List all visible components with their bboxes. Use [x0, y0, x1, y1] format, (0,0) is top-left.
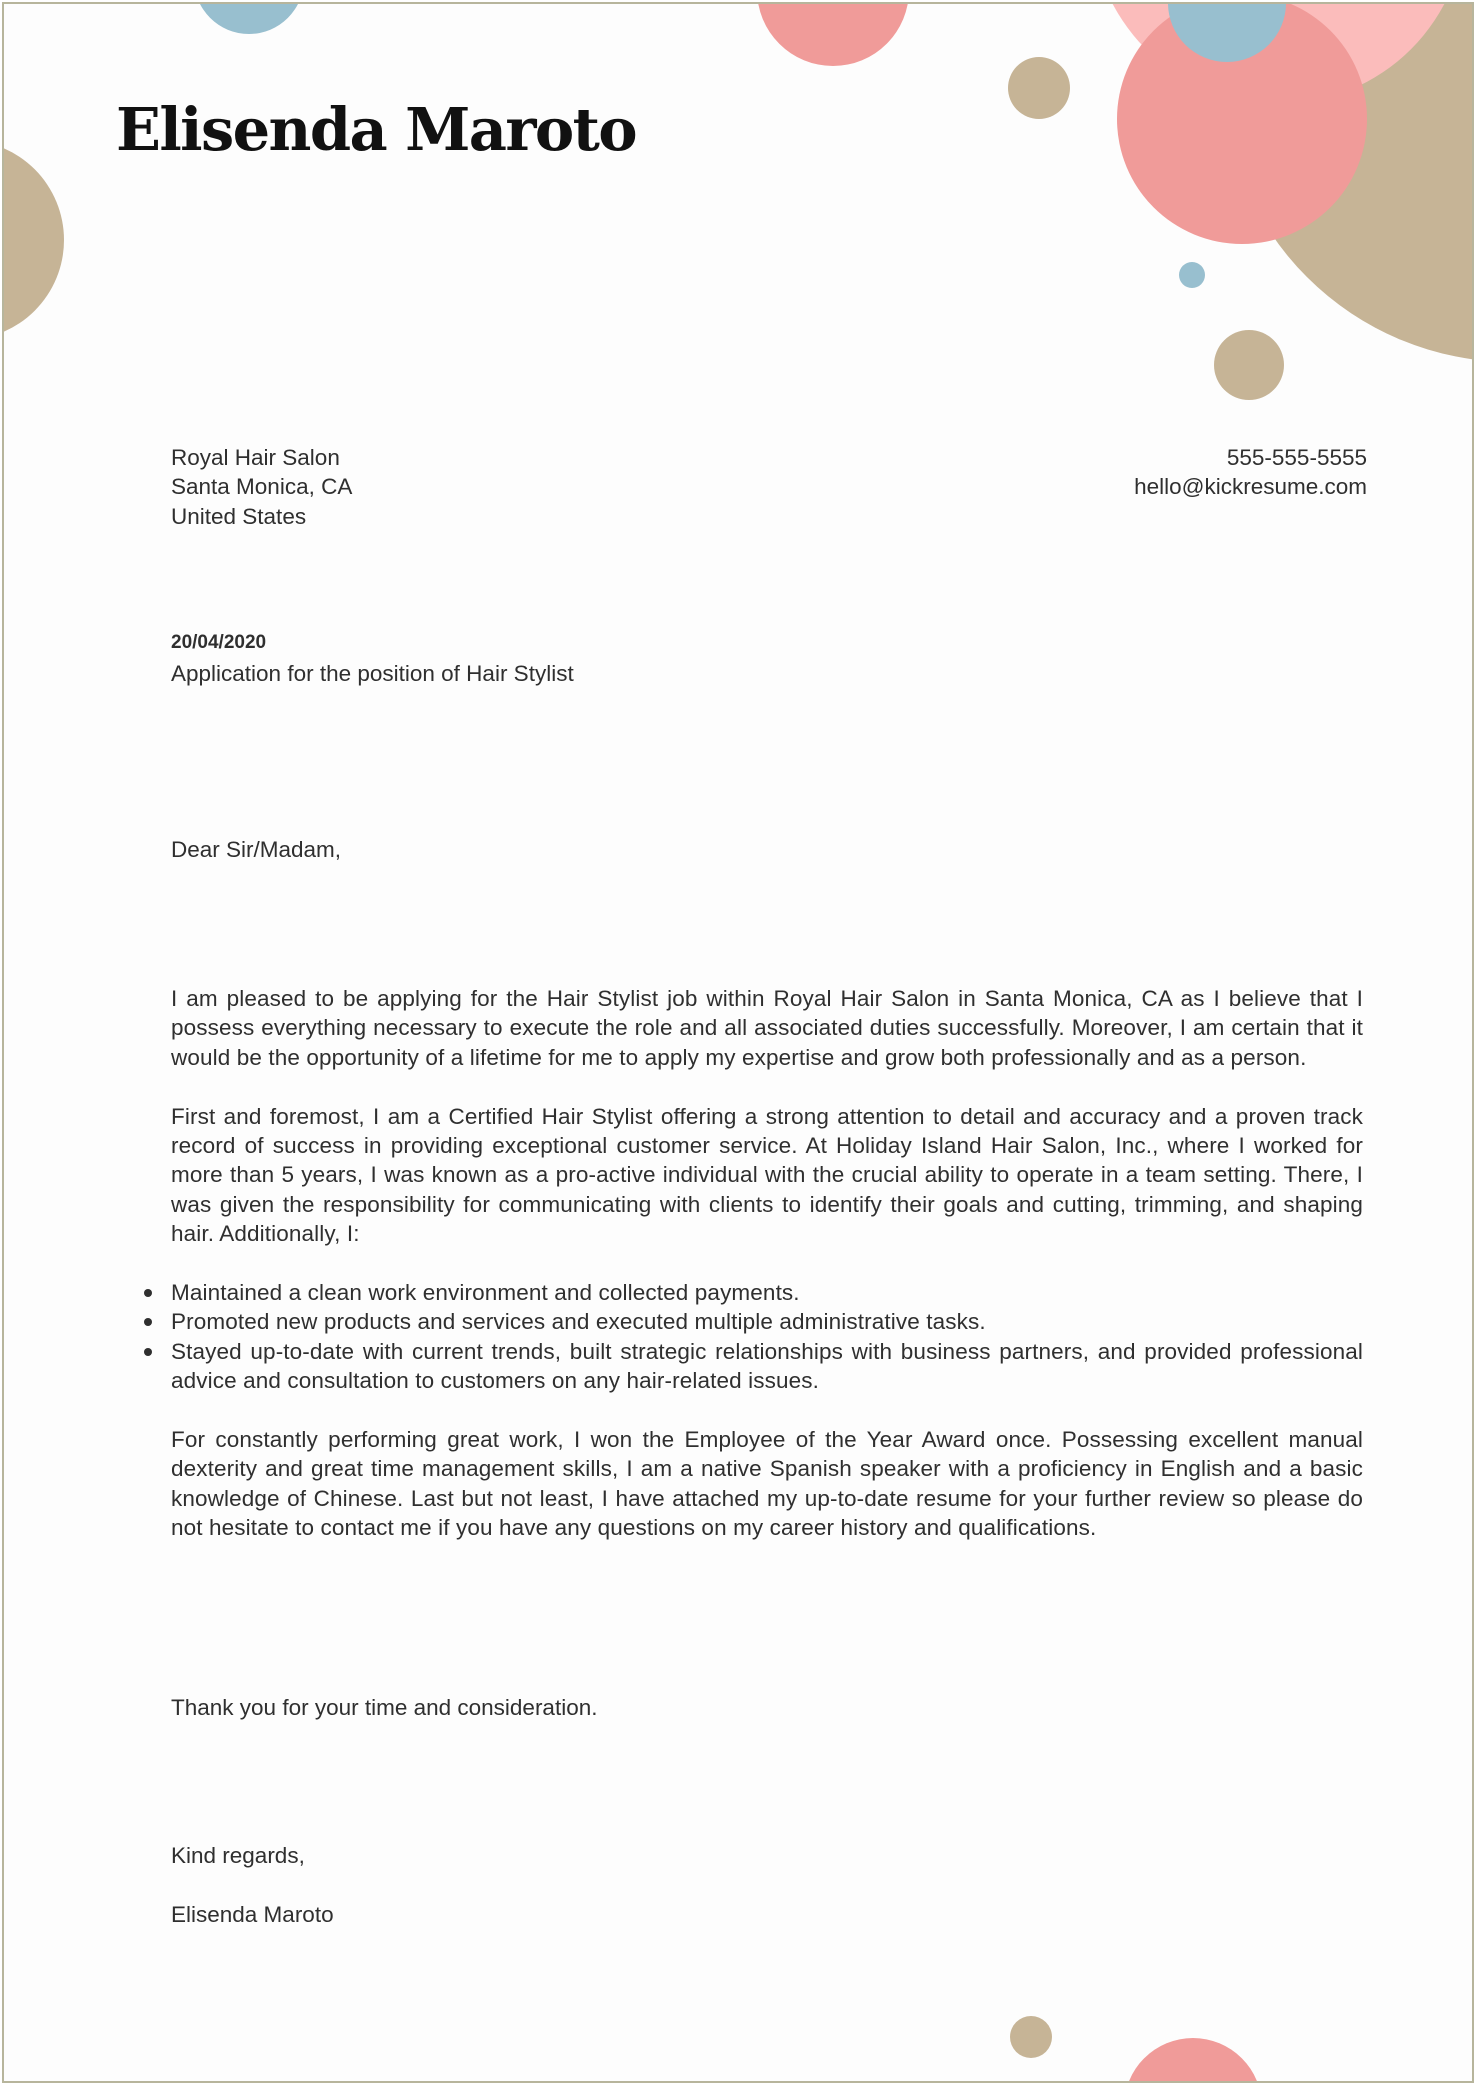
list-item: Maintained a clean work environment and collected payments. — [171, 1278, 1363, 1307]
letter-signature: Elisenda Maroto — [171, 1902, 334, 1927]
letter-date: 20/04/2020 — [171, 632, 267, 653]
list-item: Promoted new products and services and executed multiple administrative tasks. — [171, 1307, 1363, 1336]
contact-info — [1134, 443, 1367, 502]
letter-subject: Application for the position of Hair Stylist — [171, 661, 574, 686]
applicant-name: Elisenda Maroto — [116, 95, 637, 164]
decorative-circle — [757, 2, 909, 66]
letter-body — [171, 984, 1363, 1572]
achievement-list — [171, 1278, 1363, 1396]
recipient-address — [171, 443, 352, 531]
recipient-city: Santa Monica, CA — [171, 474, 353, 500]
recipient-company: Royal Hair Salon — [171, 445, 340, 470]
decorative-circle — [1008, 57, 1070, 119]
cover-letter-page — [2, 2, 1474, 2083]
body-paragraph: I am pleased to be applying for the Hair Stylist job within Royal Hair Salon in Santa Monica, CA as I believe that I possess everything necessary to execute the role and all associated duties successfully. Moreover, I am certain that it would be the opportunity of a lifetime for me to apply my expertise and grow both professionally and as a person. — [171, 986, 1363, 1070]
decorative-circle — [1010, 2016, 1052, 2058]
decorative-circle — [194, 2, 304, 34]
decorative-circle — [2, 140, 64, 340]
decorative-circle — [1214, 330, 1284, 400]
list-item: Stayed up-to-date with current trends, built strategic relationships with business partners, and provided professional advice and consultation to customers on any hair-related issues. — [171, 1337, 1363, 1396]
contact-email: hello@kickresume.com — [1134, 474, 1367, 500]
letter-regards: Kind regards, — [171, 1843, 305, 1868]
recipient-country: United States — [171, 503, 307, 529]
decorative-circle — [1179, 262, 1205, 288]
body-paragraph: For constantly performing great work, I won the Employee of the Year Award once. Possessing excellent manual dexterity and great time management skills, I am a native Spanish speaker with a proficiency in English and a basic knowledge of Chinese. Last but not least, I have attached my up-to-date resume for your further review so please do not hesitate to contact me if you have any questions on my career history and qualifications. — [171, 1427, 1363, 1541]
contact-phone: 555-555-5555 — [1226, 445, 1367, 470]
body-paragraph: First and foremost, I am a Certified Hair Stylist offering a strong attention to detail and accuracy and a proven track record of success in providing exceptional customer service. At Holiday Island Hair Salon, Inc., where I worked for more than 5 years, I was known as a pro-active individual with the crucial ability to operate in a team setting. There, I was given the responsibility for communicating with clients to identify their goals and cutting, trimming, and shaping hair. Additionally, I: — [171, 1103, 1363, 1247]
letter-salutation: Dear Sir/Madam, — [171, 837, 342, 862]
letter-closing: Thank you for your time and consideration. — [171, 1695, 598, 1720]
decorative-circle — [1124, 2038, 1262, 2083]
